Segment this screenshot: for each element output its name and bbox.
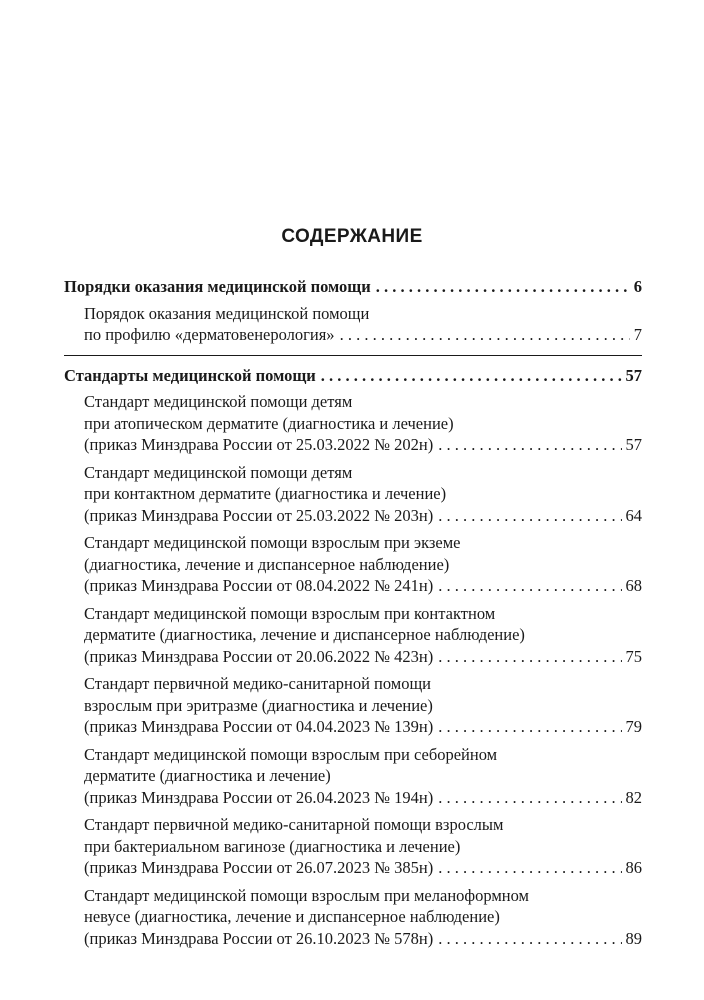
entry-line: по профилю «дерматовенерология» — [84, 325, 335, 344]
entry-last-line — [84, 575, 642, 597]
entry-line: (приказ Минздрава России от 25.03.2022 № 203н) — [84, 505, 434, 525]
entry-line: (приказ Минздрава России от 08.04.2022 № 241н) — [84, 576, 434, 595]
dot-leader — [438, 505, 621, 527]
entry-line: (приказ Минздрава России от 26.10.2023 № 578н) — [84, 928, 434, 948]
toc-section-heading[interactable] — [64, 365, 642, 387]
page-number: 86 — [625, 858, 642, 877]
entry-last-line — [84, 434, 642, 456]
entry-line: невусе (диагностика, лечение и диспансерное наблюдение) — [84, 907, 500, 926]
entry-line: (приказ Минздрава России от 25.03.2022 № 202н) — [84, 435, 434, 454]
dot-leader — [438, 928, 621, 950]
toc-entry[interactable] — [64, 303, 642, 346]
dot-leader — [376, 276, 630, 298]
page-number: 6 — [633, 277, 642, 296]
dot-leader — [438, 787, 621, 809]
entry-line: Стандарт медицинской помощи взрослым при контактном — [84, 603, 496, 623]
entry-last-line — [84, 646, 642, 668]
entry-line: дерматите (диагностика и лечение) — [84, 766, 331, 785]
entry-last-line — [84, 857, 642, 879]
page-number: 82 — [625, 787, 642, 807]
dot-leader — [438, 857, 621, 879]
page-title: СОДЕРЖАНИЕ — [281, 226, 423, 247]
toc-entry[interactable] — [64, 391, 642, 456]
entry-line: при контактном дерматите (диагностика и лечение) — [84, 484, 447, 503]
entry-line: Стандарт медицинской помощи детям — [84, 392, 353, 411]
toc-section — [64, 276, 642, 346]
toc-entry[interactable] — [64, 744, 642, 809]
entry-line: Стандарт первичной медико-санитарной помощи взрослым — [84, 815, 504, 834]
table-of-contents — [64, 276, 642, 949]
page-number: 57 — [625, 365, 642, 385]
entry-line: (диагностика, лечение и диспансерное наблюдение) — [84, 554, 450, 574]
page-number: 89 — [625, 928, 642, 948]
entry-line: (приказ Минздрава России от 04.04.2023 № 139н) — [84, 717, 434, 736]
entry-line: при бактериальном вагинозе (диагностика и лечение) — [84, 836, 461, 856]
entry-line: Стандарт медицинской помощи взрослым при себорейном — [84, 744, 498, 764]
entry-line: Стандарт медицинской помощи взрослым при экземе — [84, 533, 461, 552]
toc-entry[interactable] — [64, 814, 642, 879]
entry-last-line — [84, 505, 642, 527]
entry-last-line — [84, 716, 642, 738]
toc-section — [64, 355, 642, 950]
toc-section-heading[interactable] — [64, 276, 642, 298]
entry-line: Стандарт медицинской помощи взрослым при меланоформном — [84, 885, 529, 905]
dot-leader — [340, 324, 630, 346]
entry-line: дерматите (диагностика, лечение и диспансерное наблюдение) — [84, 625, 525, 644]
toc-entry[interactable] — [64, 885, 642, 950]
entry-line: (приказ Минздрава России от 20.06.2022 № 423н) — [84, 646, 434, 666]
dot-leader — [438, 716, 621, 738]
entry-last-line — [84, 787, 642, 809]
page-number: 68 — [625, 576, 642, 595]
dot-leader — [321, 365, 622, 387]
entry-last-line — [84, 324, 642, 346]
toc-entry[interactable] — [64, 673, 642, 738]
entry-line: Стандарт первичной медико-санитарной помощи — [84, 674, 432, 693]
page-number: 79 — [625, 717, 642, 736]
page-number: 7 — [633, 325, 642, 344]
entry-line: Стандарт медицинской помощи детям — [84, 462, 353, 482]
toc-entry[interactable] — [64, 532, 642, 597]
entry-line: Порядок оказания медицинской помощи — [84, 303, 370, 323]
entry-line: (приказ Минздрава России от 26.04.2023 № 194н) — [84, 787, 434, 807]
entry-line: (приказ Минздрава России от 26.07.2023 № 385н) — [84, 858, 434, 877]
entry-last-line — [84, 928, 642, 950]
page-number: 57 — [625, 435, 642, 454]
entry-line: взрослым при эритразме (диагностика и лечение) — [84, 695, 433, 715]
dot-leader — [438, 434, 621, 456]
section-heading-text: Порядки оказания медицинской помощи — [64, 277, 371, 296]
toc-entry[interactable] — [64, 462, 642, 527]
dot-leader — [438, 575, 621, 597]
toc-entry[interactable] — [64, 603, 642, 668]
dot-leader — [438, 646, 621, 668]
section-heading-text: Стандарты медицинской помощи — [64, 365, 316, 385]
page-number: 64 — [625, 505, 642, 525]
entry-line: при атопическом дерматите (диагностика и лечение) — [84, 413, 454, 433]
page-number: 75 — [625, 646, 642, 666]
